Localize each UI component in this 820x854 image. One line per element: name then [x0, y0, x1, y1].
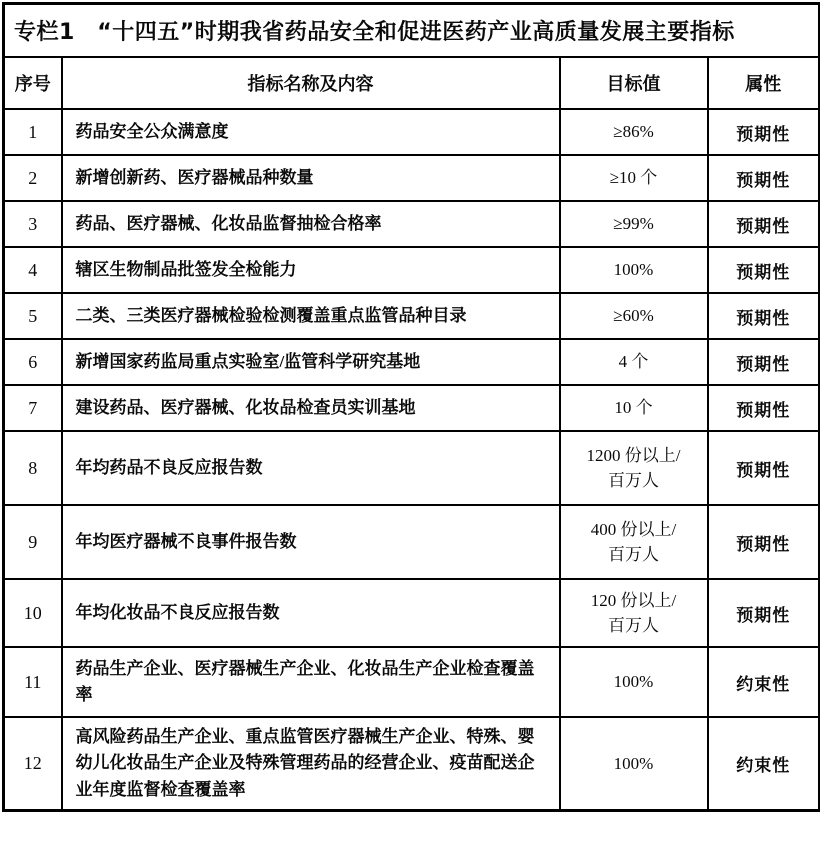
table-row: [4, 505, 820, 579]
cell-indicator: 年均药品不良反应报告数: [62, 431, 560, 505]
cell-indicator: 年均化妆品不良反应报告数: [62, 579, 560, 647]
table-row: [4, 647, 820, 717]
cell-index: 2: [4, 155, 62, 201]
cell-target: 1200 份以上/ 百万人: [560, 431, 708, 505]
cell-target: 100%: [560, 247, 708, 293]
cell-index: 3: [4, 201, 62, 247]
column-header-target: 目标值: [560, 57, 708, 109]
table-header-row: [4, 57, 820, 109]
cell-attribute: 约束性: [708, 717, 820, 811]
table-row: [4, 339, 820, 385]
cell-attribute: 预期性: [708, 385, 820, 431]
cell-indicator: 建设药品、医疗器械、化妆品检查员实训基地: [62, 385, 560, 431]
cell-attribute: 预期性: [708, 579, 820, 647]
cell-target: 100%: [560, 647, 708, 717]
cell-indicator: 药品生产企业、医疗器械生产企业、化妆品生产企业检查覆盖率: [62, 647, 560, 717]
cell-target: ≥60%: [560, 293, 708, 339]
cell-attribute: 预期性: [708, 155, 820, 201]
cell-attribute: 预期性: [708, 293, 820, 339]
cell-indicator: 新增创新药、医疗器械品种数量: [62, 155, 560, 201]
cell-index: 7: [4, 385, 62, 431]
cell-target: 10 个: [560, 385, 708, 431]
cell-target: 120 份以上/ 百万人: [560, 579, 708, 647]
cell-target: 400 份以上/ 百万人: [560, 505, 708, 579]
cell-index: 9: [4, 505, 62, 579]
panel-title: 专栏1 “十四五”时期我省药品安全和促进医药产业高质量发展主要指标: [4, 4, 820, 58]
cell-attribute: 预期性: [708, 247, 820, 293]
cell-index: 8: [4, 431, 62, 505]
column-header-attribute: 属性: [708, 57, 820, 109]
cell-index: 11: [4, 647, 62, 717]
cell-target: ≥10 个: [560, 155, 708, 201]
table-row: [4, 109, 820, 155]
cell-indicator: 辖区生物制品批签发全检能力: [62, 247, 560, 293]
cell-target: ≥86%: [560, 109, 708, 155]
table-row: [4, 155, 820, 201]
column-header-indicator: 指标名称及内容: [62, 57, 560, 109]
cell-attribute: 约束性: [708, 647, 820, 717]
cell-attribute: 预期性: [708, 109, 820, 155]
table-row: [4, 717, 820, 811]
cell-index: 10: [4, 579, 62, 647]
cell-index: 1: [4, 109, 62, 155]
table-row: [4, 579, 820, 647]
table-row: [4, 431, 820, 505]
cell-attribute: 预期性: [708, 431, 820, 505]
cell-indicator: 年均医疗器械不良事件报告数: [62, 505, 560, 579]
cell-indicator: 药品、医疗器械、化妆品监督抽检合格率: [62, 201, 560, 247]
cell-index: 6: [4, 339, 62, 385]
table-row: [4, 385, 820, 431]
table-row: [4, 293, 820, 339]
cell-index: 4: [4, 247, 62, 293]
panel-title-row: [4, 4, 820, 58]
cell-indicator: 二类、三类医疗器械检验检测覆盖重点监管品种目录: [62, 293, 560, 339]
table-row: [4, 201, 820, 247]
column-header-index: 序号: [4, 57, 62, 109]
cell-indicator: 高风险药品生产企业、重点监管医疗器械生产企业、特殊、婴幼儿化妆品生产企业及特殊管理药品的经营企业、疫苗配送企业年度监督检查覆盖率: [62, 717, 560, 811]
cell-attribute: 预期性: [708, 505, 820, 579]
indicator-table: [2, 2, 820, 812]
cell-indicator: 新增国家药监局重点实验室/监管科学研究基地: [62, 339, 560, 385]
cell-attribute: 预期性: [708, 201, 820, 247]
cell-target: 4 个: [560, 339, 708, 385]
cell-indicator: 药品安全公众满意度: [62, 109, 560, 155]
cell-target: ≥99%: [560, 201, 708, 247]
cell-attribute: 预期性: [708, 339, 820, 385]
cell-target: 100%: [560, 717, 708, 811]
table-row: [4, 247, 820, 293]
cell-index: 5: [4, 293, 62, 339]
cell-index: 12: [4, 717, 62, 811]
